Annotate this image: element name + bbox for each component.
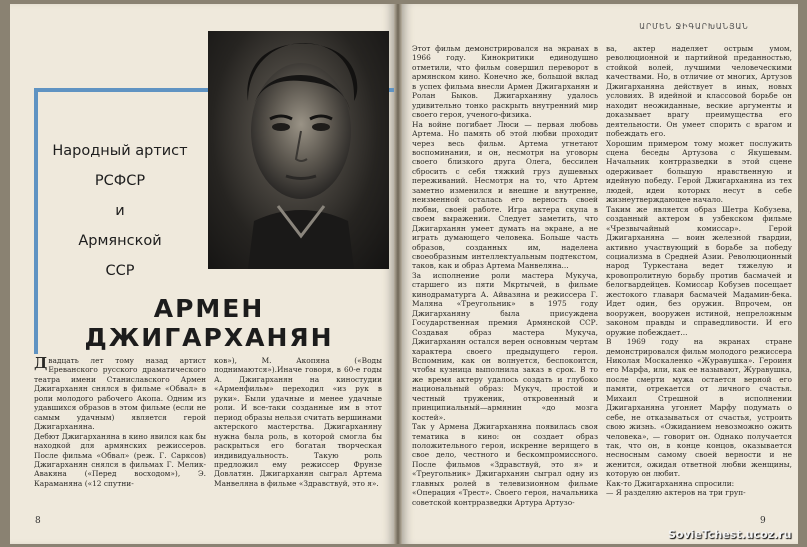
headline: АРМЕН ДЖИГАРХАНЯН: [84, 294, 334, 352]
column-text: вадцать лет тому назад артист Ереванского русского драматического театра имени Станиславского Армен Джигарханян снялся в фильме «Обвал» в роли молодого рабочего Акопа. Одним из удавшихся образов в этом фильме (если не самым удачным) является герой Джигарханяна. Дебют Джигарханяна в кино явился как бы находкой для армянских режиссеров. После фильма «Обвал» (реж. Г. Сарксов) Джигарханян снялся в фильмах Г. Мелик-Авакяна («Перед восходом»), Э. Караманяна («12 спутни-: [34, 356, 206, 488]
subtitle-line: Армянской: [78, 233, 162, 249]
blue-bar: [34, 88, 206, 92]
subtitle-line: ССР: [105, 263, 135, 279]
subtitle-line: и: [115, 203, 125, 219]
watermark: SovieTchest.ucoz.ru: [668, 528, 792, 541]
portrait-illustration: [208, 31, 389, 269]
text-column-1: [34, 356, 206, 526]
text-column-4: ва, актер наделяет острым умом, революционной и партийной преданностью, стойкой волей, лучшими человеческими качествами. Но, в отличие от многих, Артузов Джигарханяна действует в иных, новых условиях. В идейной и классовой борьбе он находит неожиданные, веские аргументы и доказывает врагу преимущества его деятельности. Он умеет спорить с врагом и побеждать его. Хорошим примером тому может послужить сцена беседы Артузова с Якушевым. Начальник контрразведки в этой сцене одерживает большую нравственную и идейную победу. Герой Джигарханяна из тех людей, идеи которых несут в себе жизнеутверждающее начало. Таким же является образ Шетра Кобузева, созданный актером в узбекском фильме «Чрезвычайный комиссар». Герой Джигарханяна — воин железной гвардии, активно участвующий в борьбе за победу социализма в Средней Азии. Революционный народ Туркестана ведет тяжелую и кровопролитную борьбу против басмачей и белогвардейцев. Комиссар Кобузев посещает жестокого главаря басмачей Мадамин-бека. Идет один, без оружия. Впрочем, он вооружен, вооружен истиной, непреложным законом правды и справедливости. И его оружие побеждает... В 1969 году на экранах стране демонстрировался фильм молодого режиссера Николая Москаленко «Журавушка». Героиня его Марфа, или, как ее называют, Журавушка, после смерти мужа остается верной его памяти, отрекается от личного счастья. Михаил Стрешной в исполнении Джигарханяна угоняет Марфу подумать о себе, не отказываться от счастья, устроить свою жизнь. «Ожиданием невозможно ожить человека», — говорит он. Однако получается так, что он, в конце концов, оказывается несносным самому своей верности и не женится, ожидая ответной любви женщины, которую он любит. Как-то Джигарханяна спросили: — Я разделяю актеров на три груп-: [606, 44, 792, 498]
subtitle-line: РСФСР: [94, 173, 146, 189]
subtitle-block: [40, 136, 200, 286]
subtitle-line: Народный артист: [52, 143, 188, 159]
book-gutter: [394, 4, 402, 544]
text-column-2: ков»), М. Акопяна («Воды поднимаются»).Иначе говоря, в 60-е годы А. Джигарханян на киностудии «Арменфильм» переходил «из рук в руки». Были удачные и менее удачные роли. И все-таки созданные им в этот период образы нельзя считать вершинами актерского мастерства. Джигарханяну нужна была роль, в которой смогла бы раскрыться его богатая творческая индивидуальность. Такую роль предложил ему режиссер Фрунзе Довлатян. Джигарханян сыграл Артема Манвеляна в фильме «Здравствуй, это я».: [214, 356, 382, 488]
page-number-right: 9: [760, 516, 766, 526]
left-page: [10, 4, 394, 544]
portrait-photo: [208, 31, 389, 269]
text-column-3: Этот фильм демонстрировался на экранах в 1966 году. Кинокритики единодушно отметили, что фильм совершил переворот в армянском кино. Конечно же, большой вклад в успех фильма внесли Армен Джигарханян и Ролан Быков. Джигарханяну удалось удивительно тонко раскрыть внутренний мир своего героя, ученого-физика. На войне погибает Люси — первая любовь Артема. Но память об этой любви проходит через весь фильм. Артема угнетают воспоминания, и он, несмотря на уговоры своего близкого друга Олега, бессилен сбросить с себя тяжкий груз душевных переживаний. Несмотря на то, что Артем заметно изменился и внешне и внутренне, неизменной осталась его верность своей любви, своей работе. Игра актера скупа в своем выражении. Следует заметить, что Джигарханян умеет думать на экране, а не играть думающего человека. Больше часть образов, созданных им, наделена своеобразным интеллектуальным подтекстом, таков, как и образ Артема Манвеляна... За исполнение роли мастера Мукуча, старшего из пяти Мкртычей, в фильме кинодраматурга А. Айвазяна и режиссера Г. Маляна «Треугольник» в 1975 году Джигарханяну была присуждена Государственная премия Армянской ССР. Создавая образ мастера Мукуча, Джигарханян остался верен основным чертам характера своего предыдущего героя. Вспомним, как он волнуется, беспокоится, чтобы кузница выполнила заказ в срок. В то же время актеру удалось создать и глубоко национальный образ: Мукуч, простой и честный труженик, откровенный и принципиальный—армянин «до мозга костей». Так у Армена Джигарханяна появилась своя тематика в кино: он создает образ положительного героя, искренне верящего в свое дело, честного и бескомпромиссного. После фильмов «Здравствуй, это я» и «Треугольник» Джигарханян сыграл одну из главных ролей в телевизионном фильме «Операция «Трест». Своего героя, начальника советской контрразведки Артура Артузо-: [412, 44, 598, 507]
running-head: ԱՐՄԵՆ ՋԻԳԱՐԽԱՆՅԱՆ: [639, 22, 749, 31]
page-number-left: 8: [35, 516, 41, 526]
right-page: [402, 4, 798, 544]
dropcap: Д: [34, 356, 48, 372]
